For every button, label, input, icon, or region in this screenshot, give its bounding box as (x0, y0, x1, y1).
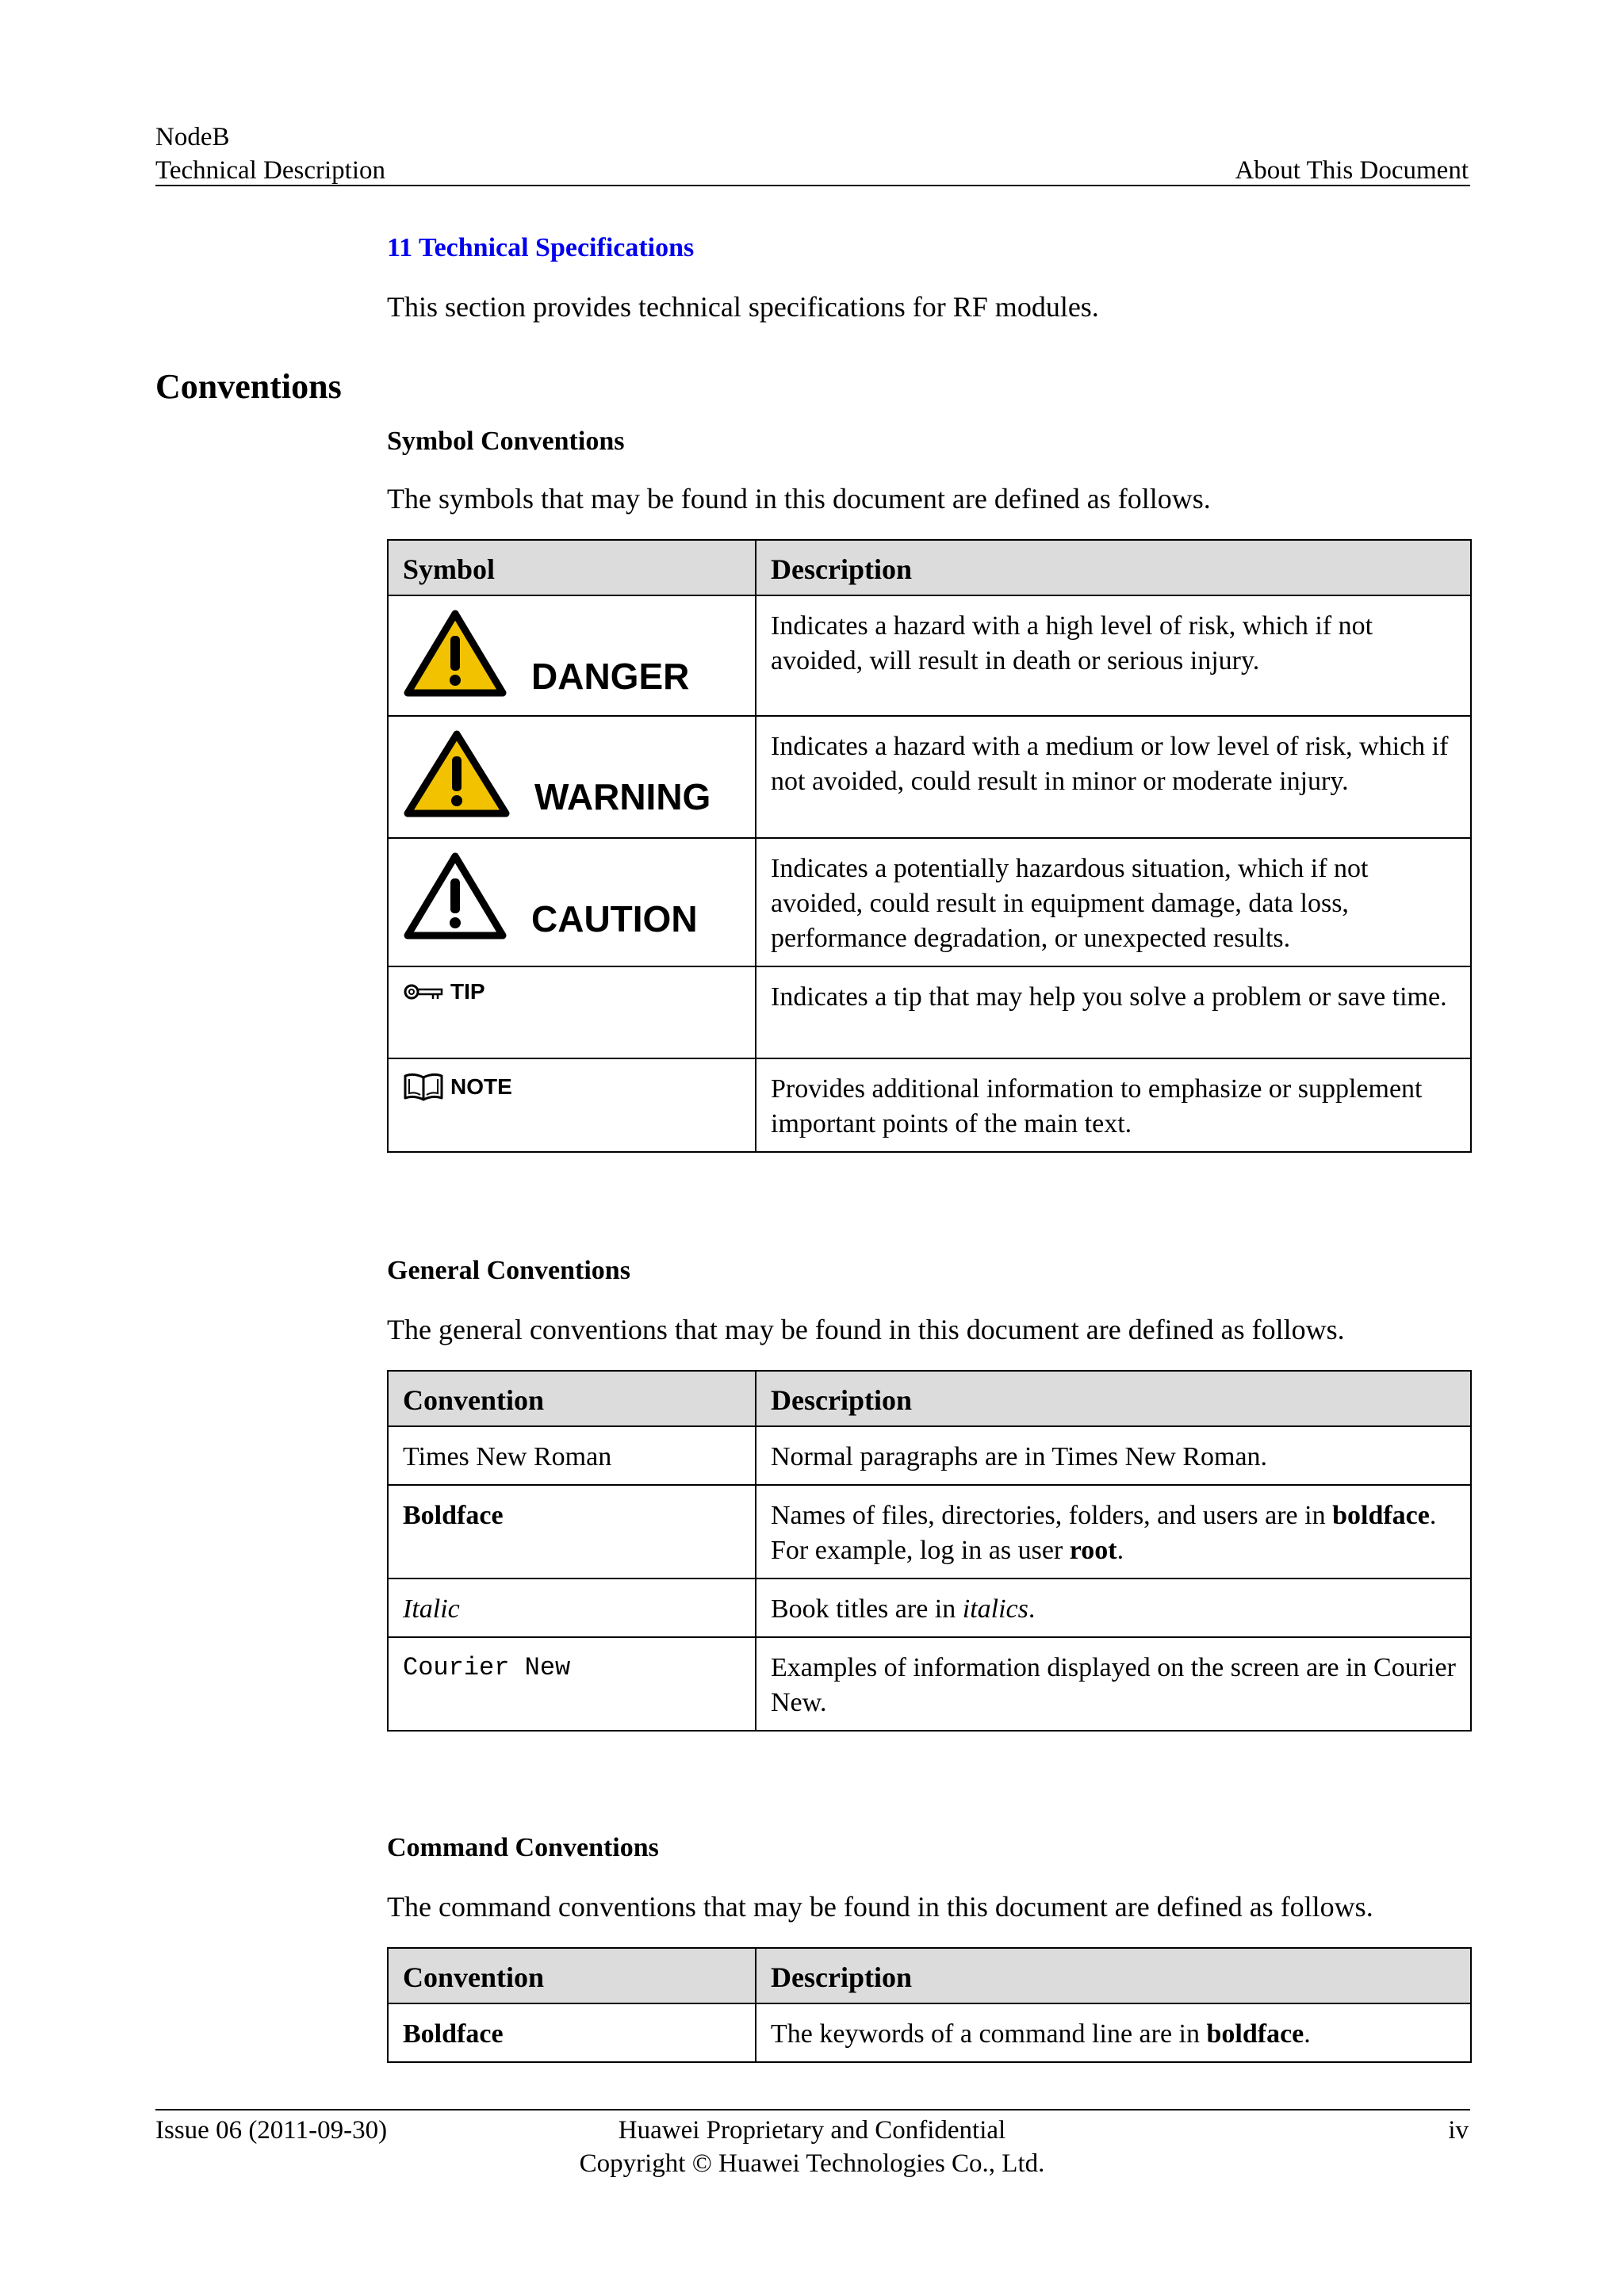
link-description: This section provides technical specifications for RF modules. (387, 291, 1099, 323)
warning-triangle-icon (403, 729, 511, 818)
table-row (388, 966, 1471, 1058)
page-header-left (155, 121, 385, 187)
description-cell: Book titles are in italics. (756, 1578, 1471, 1637)
convention-cell: Boldface (388, 1485, 756, 1578)
column-header-convention: Convention (388, 1948, 756, 2003)
description-cell: Indicates a tip that may help you solve a problem or save time. (756, 966, 1471, 1058)
table-row (388, 1058, 1471, 1152)
column-header-description: Description (756, 1371, 1471, 1426)
symbol-conventions-intro: The symbols that may be found in this document are defined as follows. (387, 483, 1211, 515)
convention-cell: Boldface (388, 2003, 756, 2062)
description-cell: Names of files, directories, folders, and users are in boldface. For example, log in as user root. (756, 1485, 1471, 1578)
book-icon (403, 1072, 444, 1102)
caution-label: CAUTION (531, 898, 698, 939)
description-cell: Examples of information displayed on the screen are in Courier New. (756, 1637, 1471, 1731)
footer-copyright: Copyright © Huawei Technologies Co., Ltd. (579, 2149, 1045, 2178)
header-doc-title: Technical Description (155, 156, 385, 185)
table-row (388, 716, 1471, 838)
danger-label: DANGER (531, 656, 690, 697)
tip-label: TIP (450, 979, 485, 1004)
note-label: NOTE (450, 1074, 512, 1099)
footer-center (0, 2114, 1624, 2180)
danger-warning-triangle-icon (403, 609, 508, 698)
table-header-row (388, 1948, 1471, 2003)
description-cell: Provides additional information to emphasize or supplement important points of the main text. (756, 1058, 1471, 1152)
table-row (388, 1485, 1471, 1578)
column-header-description: Description (756, 540, 1471, 595)
description-cell: Indicates a hazard with a medium or low level of risk, which if not avoided, could result in minor or moderate injury. (756, 716, 1471, 838)
warning-label: WARNING (534, 776, 711, 817)
convention-cell: Courier New (388, 1637, 756, 1731)
description-cell: Indicates a potentially hazardous situation, which if not avoided, could result in equipment damage, data loss, performance degradation, or unexpected results. (756, 838, 1471, 966)
symbol-cell-warning (388, 716, 756, 838)
command-conventions-heading: Command Conventions (387, 1833, 659, 1862)
table-row (388, 1637, 1471, 1731)
footer-divider (155, 2109, 1470, 2110)
symbol-conventions-table (387, 539, 1472, 1153)
symbol-cell-note (388, 1058, 756, 1152)
table-header-row (388, 1371, 1471, 1426)
header-divider (155, 185, 1470, 186)
column-header-convention: Convention (388, 1371, 756, 1426)
column-header-symbol: Symbol (388, 540, 756, 595)
table-row (388, 1426, 1471, 1485)
header-section: About This Document (1235, 156, 1469, 185)
table-row (388, 1578, 1471, 1637)
general-conventions-table (387, 1370, 1472, 1732)
table-row (388, 2003, 1471, 2062)
command-conventions-intro: The command conventions that may be found in this document are defined as follows. (387, 1891, 1373, 1923)
technical-specifications-link[interactable]: 11 Technical Specifications (387, 233, 695, 262)
symbol-cell-caution (388, 838, 756, 966)
description-cell: Indicates a hazard with a high level of risk, which if not avoided, will result in death or serious injury. (756, 595, 1471, 716)
symbol-conventions-heading: Symbol Conventions (387, 427, 625, 456)
caution-triangle-icon (403, 851, 508, 940)
general-conventions-heading: General Conventions (387, 1256, 630, 1285)
footer-page-number: iv (1448, 2116, 1469, 2145)
table-header-row (388, 540, 1471, 595)
symbol-cell-tip (388, 966, 756, 1058)
convention-cell: Italic (388, 1578, 756, 1637)
convention-cell: Times New Roman (388, 1426, 756, 1485)
footer-issue: Issue 06 (2011-09-30) (155, 2116, 388, 2145)
key-icon (403, 982, 444, 1002)
description-cell: Normal paragraphs are in Times New Roman. (756, 1426, 1471, 1485)
column-header-description: Description (756, 1948, 1471, 2003)
description-cell: The keywords of a command line are in boldface. (756, 2003, 1471, 2062)
table-row (388, 595, 1471, 716)
table-row (388, 838, 1471, 966)
general-conventions-intro: The general conventions that may be found in this document are defined as follows. (387, 1314, 1345, 1345)
symbol-cell-danger (388, 595, 756, 716)
command-conventions-table (387, 1947, 1472, 2063)
header-product: NodeB (155, 123, 230, 151)
conventions-heading: Conventions (155, 367, 342, 406)
footer-confidential: Huawei Proprietary and Confidential (618, 2116, 1006, 2145)
